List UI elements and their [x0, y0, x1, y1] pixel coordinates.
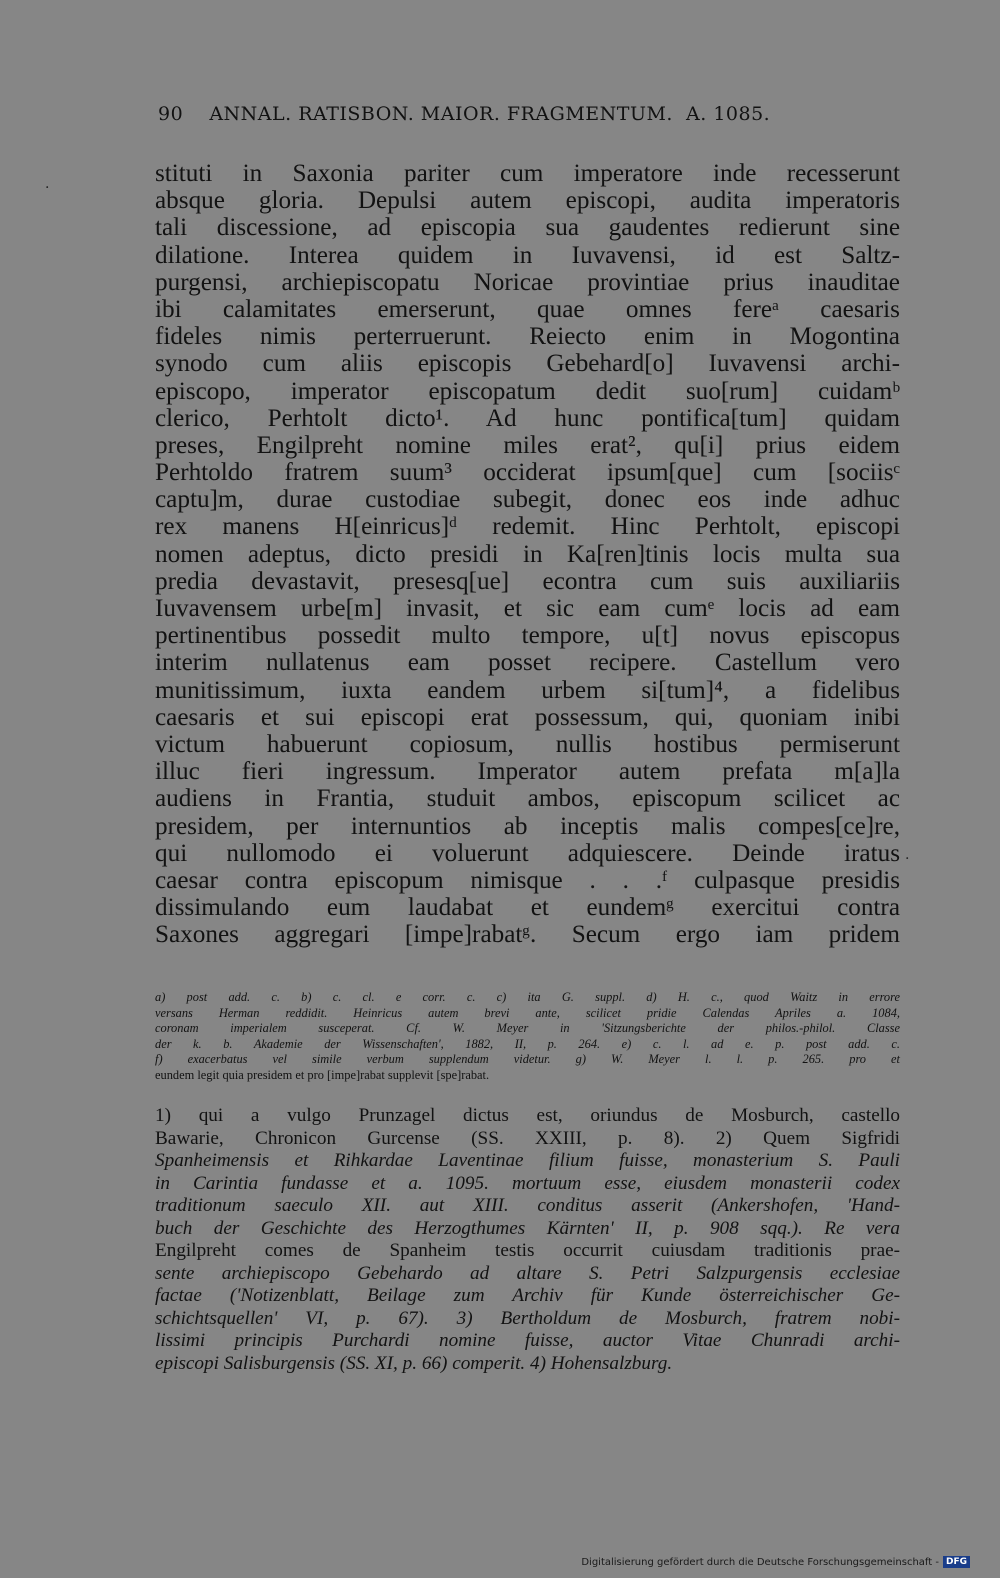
text-line: dissimulando eum laudabat et eundemᵍ exercitui contra — [155, 894, 900, 922]
footnote-line: lissimi principis Purchardi nomine fuisse, auctor Vitae Chunradi archi- — [155, 1330, 900, 1351]
text-line: pertinentibus possedit multo tempore, u[t] novus episcopus — [155, 622, 900, 650]
text-line: clerico, Perhtolt dicto¹. Ad hunc pontifica[tum] quidam — [155, 404, 900, 432]
apparatus-line: versans Herman reddidit. Heinricus autem brevi ante, scilicet pridie Calendas Apriles a. 1084, — [155, 1005, 900, 1020]
apparatus-line: coronam imperialem susceperat. Cf. W. Meyer in 'Sitzungsberichte der philos.-philol. Classe — [155, 1021, 900, 1036]
footnote-line: buch der Geschichte des Herzogthumes Kärnten' II, p. 908 sqq.). Re vera — [155, 1217, 900, 1239]
text-line: captu]m, durae custodiae subegit, donec eos inde adhuc — [155, 486, 900, 514]
apparatus-line: f) exacerbatus vel simile verbum supplendum videtur. g) W. Meyer l. l. p. 265. pro et — [155, 1052, 900, 1067]
footnote-line: 1) qui a vulgo Prunzagel dictus est, oriundus de Mosburch, castello — [155, 1105, 900, 1126]
footnote-line: factae ('Notizenblatt, Beilage zum Archiv für Kunde österreichischer Ge- — [155, 1285, 900, 1306]
text-line: dilatione. Interea quidem in Iuvavensi, id est Saltz- — [155, 241, 900, 269]
text-line: synodo cum aliis episcopis Gebehard[o] Iuvavensi archi- — [155, 350, 900, 378]
text-line: Perhtoldo fratrem suum³ occiderat ipsum[que] cum [sociisᶜ — [155, 459, 900, 487]
footnote-line: schichtsquellen' VI, p. 67). 3) Bertholdum de Mosburch, fratrem nobi- — [155, 1307, 900, 1329]
footnote-line: Spanheimensis et Rihkardae Laventinae filium fuisse, monasterium S. Pauli — [155, 1150, 900, 1171]
footnote-line: sente archiepiscopo Gebehardo ad altare S. Petri Salzpurgensis ecclesiae — [155, 1262, 900, 1284]
margin-mark: . — [905, 847, 910, 863]
apparatus-line: eundem legit quia presidem et pro [impe]rabat supplevit [spe]rabat. — [155, 1067, 490, 1082]
footnote-line: Engilpreht comes de Spanheim testis occurrit cuiusdam traditionis prae- — [155, 1240, 900, 1261]
text-line: absque gloria. Depulsi autem episcopi, audita imperatoris — [155, 187, 900, 215]
text-line: qui nullomodo ei voluerunt adquiescere. Deinde iratus — [155, 839, 900, 867]
text-line: rex manens H[einricus]ᵈ redemit. Hinc Perhtolt, episcopi — [155, 513, 900, 541]
text-line: Saxones aggregari [impe]rabatᵍ. Secum ergo iam pridem — [155, 921, 900, 949]
text-line: Iuvavensem urbe[m] invasit, et sic eam cumᵉ locis ad eam — [155, 595, 900, 622]
text-line: nomen adeptus, dicto presidi in Ka[ren]tinis locis multa sua — [155, 540, 900, 568]
text-line: predia devastavit, presesq[ue] econtra cum suis auxiliariis — [155, 567, 900, 595]
text-line: caesaris et sui episcopi erat possessum, qui, quoniam inibi — [155, 703, 900, 731]
apparatus-line: a) post add. c. b) c. cl. e corr. c. c) ita G. suppl. d) H. c., quod Waitz in errore — [155, 990, 900, 1004]
running-header: 90 ANNAL. RATISBON. MAIOR. FRAGMENTUM. A. 1085. — [158, 103, 771, 125]
text-line: preses, Engilpreht nomine miles erat², qu[i] prius eidem — [155, 431, 900, 459]
margin-mark: · — [45, 180, 50, 196]
text-line: episcopo, imperator episcopatum dedit suo[rum] cuidamᵇ — [155, 377, 900, 405]
footnote-line: traditionum saeculo XII. aut XIII. conditus asserit (Ankershofen, 'Hand- — [155, 1195, 900, 1216]
digitization-credit — [581, 1556, 970, 1568]
text-line: interim nullatenus eam posset recipere. Castellum vero — [155, 649, 900, 677]
critical-apparatus — [155, 990, 900, 1084]
text-line: fideles nimis perterruerunt. Reiecto enim in Mogontina — [155, 323, 900, 351]
footnote-line: episcopi Salisburgensis (SS. XI, p. 66) comperit. 4) Hohensalzburg. — [155, 1352, 673, 1374]
text-line: caesar contra episcopum nimisque . . .ᶠ culpasque presidis — [155, 866, 900, 894]
apparatus-line: der k. b. Akademie der Wissenschaften', 1882, II, p. 264. e) c. l. ad e. p. post add. c. — [155, 1036, 900, 1051]
text-line: munitissimum, iuxta eandem urbem si[tum]⁴, a fidelibus — [155, 676, 900, 704]
dfg-logo-icon: DFG — [943, 1556, 970, 1568]
text-line: purgensi, archiepiscopatu Noricae provintiae prius inauditae — [155, 268, 900, 296]
text-line: illuc fieri ingressum. Imperator autem prefata m[a]la — [155, 758, 900, 786]
text-line: presidem, per internuntios ab inceptis malis compes[ce]re, — [155, 812, 900, 840]
footnote-line: in Carintia fundasse et a. 1095. mortuum esse, eiusdem monasterii codex — [155, 1172, 900, 1194]
text-line: ibi calamitates emerserunt, quae omnes fereᵃ caesaris — [155, 295, 900, 323]
main-text — [155, 160, 900, 948]
text-line: tali discessione, ad episcopia sua gaudentes redierunt sine — [155, 214, 900, 242]
text-line: victum habuerunt copiosum, nullis hostibus permiserunt — [155, 730, 900, 758]
footnote-line: Bawarie, Chronicon Gurcense (SS. XXIII, p. 8). 2) Quem Sigfridi — [155, 1127, 900, 1149]
text-line: stituti in Saxonia pariter cum imperatore inde recesserunt — [155, 160, 900, 187]
credit-text: Digitalisierung gefördert durch die Deutsche Forschungsgemeinschaft - — [581, 1556, 939, 1568]
text-line: audiens in Frantia, studuit ambos, episcopum scilicet ac — [155, 785, 900, 813]
footnotes — [155, 1105, 900, 1375]
